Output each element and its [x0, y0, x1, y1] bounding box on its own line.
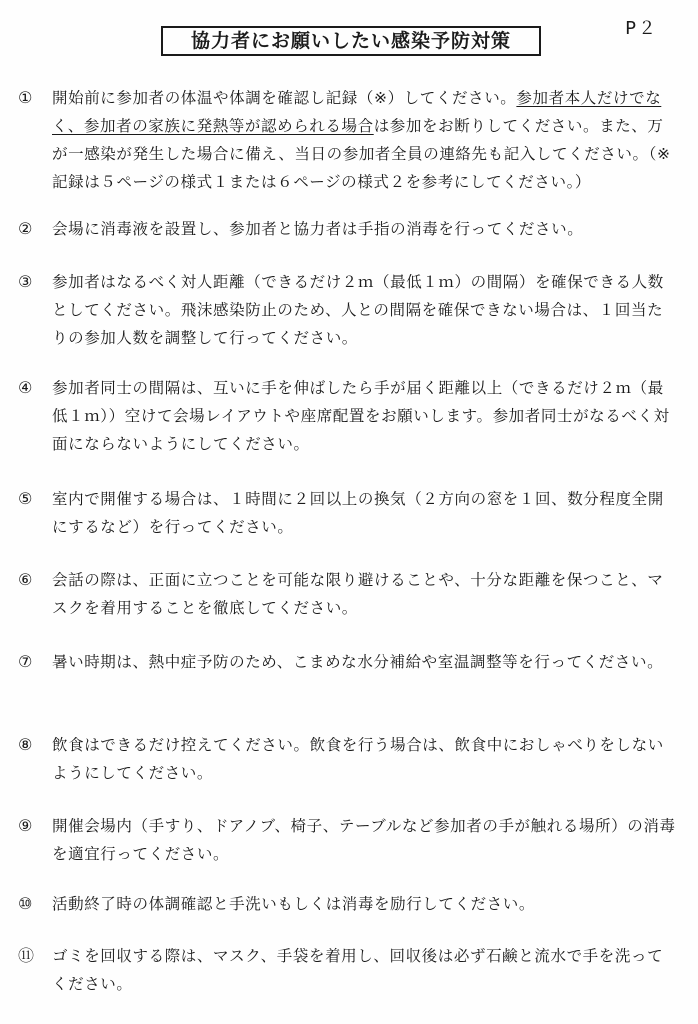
item-number: ① [18, 88, 33, 107]
item-number: ⑦ [18, 652, 33, 671]
item-number: ⑪ [18, 946, 35, 965]
item-text: 活動終了時の体調確認と手洗いもしくは消毒を励行してください。 [52, 895, 536, 913]
list-item-11 [18, 942, 678, 998]
item-number: ⑩ [18, 894, 33, 913]
item-number: ④ [18, 378, 33, 397]
item-text-part: は参加をお断りしてください。また、万が一感染が発生した場合に備え、当日の参加者全員の連絡先も記入してください。（※記録は５ページの様式１または６ページの様式２を参考にしてください。） [52, 117, 671, 191]
item-text-part: 開始前に参加者の体温や体調を確認し記録（※）してください。 [52, 89, 517, 107]
page-title: 協力者にお願いしたい感染予防対策 [161, 26, 541, 56]
item-text [52, 84, 678, 196]
list-item-10 [18, 890, 678, 918]
item-text: ゴミを回収する際は、マスク、手袋を着用し、回収後は必ず石鹸と流水で手を洗ってください。 [52, 947, 664, 993]
list-item-4 [18, 374, 678, 458]
list-item-1 [18, 84, 678, 196]
list-item-3 [18, 268, 678, 352]
item-text: 室内で開催する場合は、１時間に２回以上の換気（２方向の窓を１回、数分程度全開にするなど）を行ってください。 [52, 490, 664, 536]
item-number: ② [18, 219, 33, 238]
list-item-9 [18, 812, 678, 868]
list-item-7 [18, 648, 678, 676]
item-number: ⑨ [18, 816, 33, 835]
item-text: 暑い時期は、熱中症予防のため、こまめな水分補給や室温調整等を行ってください。 [52, 653, 664, 671]
item-text: 会場に消毒液を設置し、参加者と協力者は手指の消毒を行ってください。 [52, 220, 584, 238]
item-text: 会話の際は、正面に立つことを可能な限り避けることや、十分な距離を保つこと、マスクを着用することを徹底してください。 [52, 571, 664, 617]
list-item-6 [18, 566, 678, 622]
page-number: P２ [625, 18, 658, 39]
item-text-underlined: 参加者本人だけでなく、参加者の家族に発熱等が認められる場合 [52, 89, 662, 135]
item-text: 飲食はできるだけ控えてください。飲食を行う場合は、飲食中におしゃべりをしないようにしてください。 [52, 736, 664, 782]
item-number: ⑧ [18, 735, 33, 754]
item-number: ⑤ [18, 489, 33, 508]
item-number: ⑥ [18, 570, 33, 589]
item-text: 参加者同士の間隔は、互いに手を伸ばしたら手が届く距離以上（できるだけ２ｍ（最低１ｍ））空けて会場レイアウトや座席配置をお願いします。参加者同士がなるべく対面にならないようにしてください。 [52, 379, 670, 453]
list-item-5 [18, 485, 678, 541]
list-item-2 [18, 215, 678, 243]
item-text: 参加者はなるべく対人距離（できるだけ２ｍ（最低１ｍ）の間隔）を確保できる人数としてください。飛沫感染防止のため、人との間隔を確保できない場合は、１回当たりの参加人数を調整して行ってください。 [52, 273, 664, 347]
list-item-8 [18, 731, 678, 787]
item-number: ③ [18, 272, 33, 291]
item-text: 開催会場内（手すり、ドアノブ、椅子、テーブルなど参加者の手が触れる場所）の消毒を適宜行ってください。 [52, 817, 676, 863]
